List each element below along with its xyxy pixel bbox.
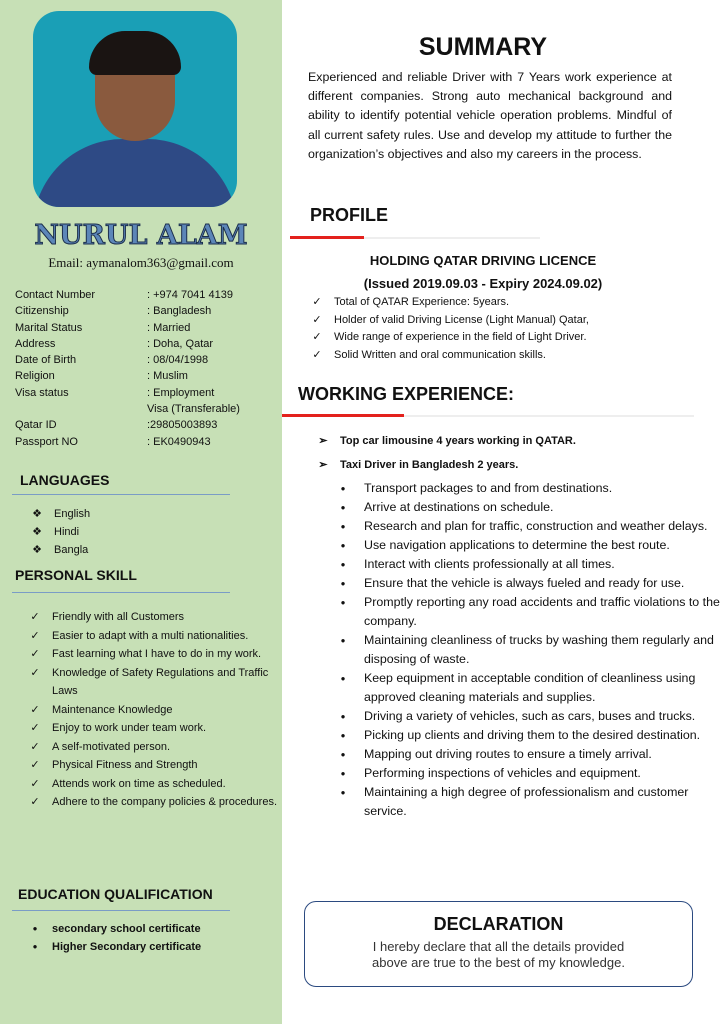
diamond-bullet-icon: ❖ bbox=[32, 508, 42, 520]
info-row bbox=[15, 401, 240, 417]
list-item bbox=[336, 783, 721, 821]
list-item-text: Transport packages to and from destinations. bbox=[364, 481, 613, 495]
list-item-text: Use navigation applications to determine the best route. bbox=[364, 538, 670, 552]
list-item-text: A self-motivated person. bbox=[52, 740, 171, 753]
list-item bbox=[30, 523, 90, 541]
languages-list bbox=[30, 505, 90, 559]
check-icon: ✓ bbox=[30, 722, 40, 734]
summary-heading: SUMMARY bbox=[418, 33, 548, 61]
info-row bbox=[15, 287, 240, 303]
info-value: : Doha, Qatar bbox=[147, 337, 214, 350]
list-item-text: English bbox=[54, 508, 91, 520]
list-item-text: Enjoy to work under team work. bbox=[52, 722, 207, 734]
info-label: Date of Birth bbox=[15, 354, 77, 367]
list-item-text: Knowledge of Safety Regulations and Traffic Laws bbox=[52, 666, 269, 697]
licence-dates: (Issued 2019.09.03 - Expiry 2024.09.02) bbox=[363, 276, 603, 291]
list-item-text: Keep equipment in acceptable condition of cleanliness using approved cleaning materials and supplies. bbox=[364, 671, 696, 704]
accent-line bbox=[290, 236, 364, 239]
bullet-icon: ● bbox=[340, 522, 346, 531]
info-row bbox=[15, 320, 240, 336]
info-value: : Married bbox=[147, 321, 191, 334]
info-label: Address bbox=[15, 337, 56, 350]
list-item-text: Total of QATAR Experience: 5years. bbox=[334, 296, 510, 308]
info-row bbox=[15, 303, 240, 319]
list-item-text: Friendly with all Customers bbox=[52, 611, 185, 623]
bullet-icon: ● bbox=[340, 750, 346, 759]
info-label: Religion bbox=[15, 370, 55, 383]
profile-photo bbox=[33, 11, 237, 207]
divider bbox=[12, 910, 230, 911]
list-item-text: Maintaining cleanliness of trucks by washing them regularly and disposing of waste. bbox=[364, 633, 714, 666]
bullet-icon: ● bbox=[340, 560, 346, 569]
info-value: : EK0490943 bbox=[147, 435, 211, 448]
check-icon: ✓ bbox=[30, 611, 40, 623]
bullet-icon: ● bbox=[32, 924, 38, 933]
info-label: Passport NO bbox=[15, 435, 78, 448]
main-content bbox=[282, 0, 724, 1024]
info-value: Visa (Transferable) bbox=[147, 403, 240, 416]
list-item-text: Taxi Driver in Bangladesh 2 years. bbox=[340, 459, 519, 471]
bullet-icon: ● bbox=[340, 541, 346, 550]
list-item bbox=[28, 719, 280, 738]
arrow-bullet-icon: ➢ bbox=[318, 435, 328, 447]
bullet-icon: ● bbox=[32, 942, 38, 951]
info-value: : 08/04/1998 bbox=[147, 354, 209, 367]
languages-heading: LANGUAGES bbox=[20, 472, 110, 488]
check-icon: ✓ bbox=[312, 348, 322, 361]
list-item bbox=[310, 347, 589, 365]
declaration-text: I hereby declare that all the details provided above are true to the best of my knowledge. bbox=[372, 939, 625, 970]
info-value: :29805003893 bbox=[147, 419, 218, 432]
list-item bbox=[28, 793, 280, 812]
list-item bbox=[336, 707, 721, 726]
arrow-bullet-icon: ➢ bbox=[318, 459, 328, 471]
info-label bbox=[15, 401, 147, 417]
info-label: Contact Number bbox=[15, 289, 96, 301]
list-item bbox=[28, 756, 280, 775]
check-icon: ✓ bbox=[30, 740, 40, 753]
list-item-text: Research and plan for traffic, construction and weather delays. bbox=[364, 519, 708, 533]
list-item bbox=[310, 312, 589, 330]
accent-line bbox=[282, 414, 404, 417]
list-item bbox=[336, 764, 721, 783]
sidebar bbox=[0, 0, 282, 1024]
check-icon: ✓ bbox=[30, 796, 40, 808]
check-icon: ✓ bbox=[30, 703, 40, 716]
diamond-bullet-icon: ❖ bbox=[32, 526, 42, 538]
list-item bbox=[28, 608, 280, 627]
list-item-text: Solid Written and oral communication skills. bbox=[334, 348, 546, 361]
list-item-text: Arrive at destinations on schedule. bbox=[364, 500, 554, 514]
list-item-text: Hindi bbox=[54, 526, 80, 538]
list-item bbox=[336, 631, 721, 669]
list-item-text: Wide range of experience in the field of Light Driver. bbox=[334, 331, 587, 343]
duties-list bbox=[336, 479, 721, 821]
list-item bbox=[316, 453, 576, 477]
check-icon: ✓ bbox=[30, 648, 40, 660]
list-item-text: Higher Secondary certificate bbox=[52, 941, 202, 953]
education-heading: EDUCATION QUALIFICATION bbox=[18, 886, 213, 902]
list-item bbox=[336, 593, 721, 631]
info-value: : Muslim bbox=[147, 370, 188, 383]
list-item bbox=[30, 505, 90, 523]
list-item bbox=[310, 294, 589, 312]
check-icon: ✓ bbox=[312, 313, 322, 326]
list-item-text: Driving a variety of vehicles, such as cars, buses and trucks. bbox=[364, 709, 696, 723]
info-label: Marital Status bbox=[15, 321, 83, 334]
info-label: Citizenship bbox=[15, 305, 69, 318]
list-item bbox=[316, 429, 576, 453]
list-item-text: Picking up clients and driving them to the desired destination. bbox=[364, 728, 701, 742]
info-value: : Employment bbox=[147, 386, 215, 399]
list-item bbox=[310, 329, 589, 347]
list-item bbox=[28, 938, 201, 956]
candidate-name: NURUL ALAM bbox=[34, 220, 248, 251]
list-item-text: Holder of valid Driving License (Light Manual) Qatar, bbox=[334, 313, 589, 326]
licence-title: HOLDING QATAR DRIVING LICENCE bbox=[369, 253, 597, 268]
email: Email: aymanalom363@gmail.com bbox=[48, 255, 234, 270]
list-item-text: Interact with clients professionally at all times. bbox=[364, 557, 615, 571]
info-row bbox=[15, 417, 240, 433]
bullet-icon: ● bbox=[340, 503, 346, 512]
list-item-text: Attends work on time as scheduled. bbox=[52, 777, 226, 790]
bullet-icon: ● bbox=[340, 598, 346, 607]
list-item bbox=[336, 498, 721, 517]
skills-heading: PERSONAL SKILL bbox=[15, 567, 137, 583]
jobs-list bbox=[316, 429, 576, 477]
bullet-icon: ● bbox=[340, 674, 346, 683]
list-item-text: Ensure that the vehicle is always fueled and ready for use. bbox=[364, 576, 685, 590]
list-item-text: Easier to adapt with a multi nationalities. bbox=[52, 629, 249, 642]
list-item bbox=[336, 574, 721, 593]
list-item bbox=[28, 664, 280, 701]
info-row bbox=[15, 352, 240, 368]
experience-heading: WORKING EXPERIENCE: bbox=[298, 384, 515, 404]
declaration-box bbox=[304, 901, 693, 987]
summary-text: Experienced and reliable Driver with 7 Years work experience at different companies. Strong auto mechanical background and ability to identify potential vehicle operation problems. Mindful of all current safety rules. Use and develop my attitude to further the organization’s objectives and also my careers in the process. bbox=[308, 70, 672, 161]
profile-heading: PROFILE bbox=[310, 205, 389, 225]
skills-list bbox=[28, 608, 280, 812]
list-item-text: Physical Fitness and Strength bbox=[52, 759, 198, 771]
info-value: : Bangladesh bbox=[147, 305, 212, 318]
list-item bbox=[28, 738, 280, 757]
check-icon: ✓ bbox=[312, 331, 322, 343]
list-item bbox=[336, 745, 721, 764]
info-value: : +974 7041 4139 bbox=[147, 289, 233, 301]
list-item-text: Maintenance Knowledge bbox=[52, 703, 173, 716]
bullet-icon: ● bbox=[340, 636, 346, 645]
list-item bbox=[336, 726, 721, 745]
list-item-text: Performing inspections of vehicles and equipment. bbox=[364, 766, 641, 780]
education-list bbox=[28, 920, 201, 956]
list-item bbox=[336, 536, 721, 555]
check-icon: ✓ bbox=[30, 666, 40, 679]
info-row bbox=[15, 385, 240, 401]
list-item bbox=[28, 775, 280, 794]
declaration-heading: DECLARATION bbox=[433, 914, 564, 934]
list-item bbox=[28, 920, 201, 938]
list-item bbox=[30, 541, 90, 559]
info-row bbox=[15, 336, 240, 352]
list-item bbox=[28, 701, 280, 720]
check-icon: ✓ bbox=[312, 296, 322, 308]
list-item-text: Maintaining a high degree of professionalism and customer service. bbox=[364, 785, 689, 818]
list-item-text: Promptly reporting any road accidents and traffic violations to the company. bbox=[364, 595, 720, 628]
diamond-bullet-icon: ❖ bbox=[32, 544, 42, 556]
bullet-icon: ● bbox=[340, 731, 346, 740]
list-item-text: Fast learning what I have to do in my work. bbox=[52, 648, 262, 660]
divider bbox=[12, 494, 230, 495]
check-icon: ✓ bbox=[30, 759, 40, 771]
info-row bbox=[15, 368, 240, 384]
list-item-text: secondary school certificate bbox=[52, 923, 201, 935]
list-item bbox=[28, 645, 280, 664]
bullet-icon: ● bbox=[340, 579, 346, 588]
personal-info bbox=[15, 287, 240, 450]
list-item-text: Mapping out driving routes to ensure a timely arrival. bbox=[364, 747, 652, 761]
bullet-icon: ● bbox=[340, 788, 346, 797]
list-item bbox=[336, 517, 721, 536]
check-icon: ✓ bbox=[30, 777, 40, 790]
info-label: Qatar ID bbox=[15, 419, 57, 432]
list-item bbox=[336, 669, 721, 707]
list-item bbox=[28, 627, 280, 646]
info-label: Visa status bbox=[15, 386, 69, 399]
bullet-icon: ● bbox=[340, 484, 346, 493]
divider bbox=[12, 592, 230, 593]
list-item-text: Top car limousine 4 years working in QATAR. bbox=[340, 435, 576, 447]
profile-list bbox=[310, 294, 589, 364]
bullet-icon: ● bbox=[340, 769, 346, 778]
bullet-icon: ● bbox=[340, 712, 346, 721]
info-row bbox=[15, 434, 240, 450]
list-item-text: Adhere to the company policies & procedures. bbox=[52, 796, 278, 808]
check-icon: ✓ bbox=[30, 629, 40, 642]
list-item-text: Bangla bbox=[54, 544, 89, 556]
list-item bbox=[336, 479, 721, 498]
list-item bbox=[336, 555, 721, 574]
